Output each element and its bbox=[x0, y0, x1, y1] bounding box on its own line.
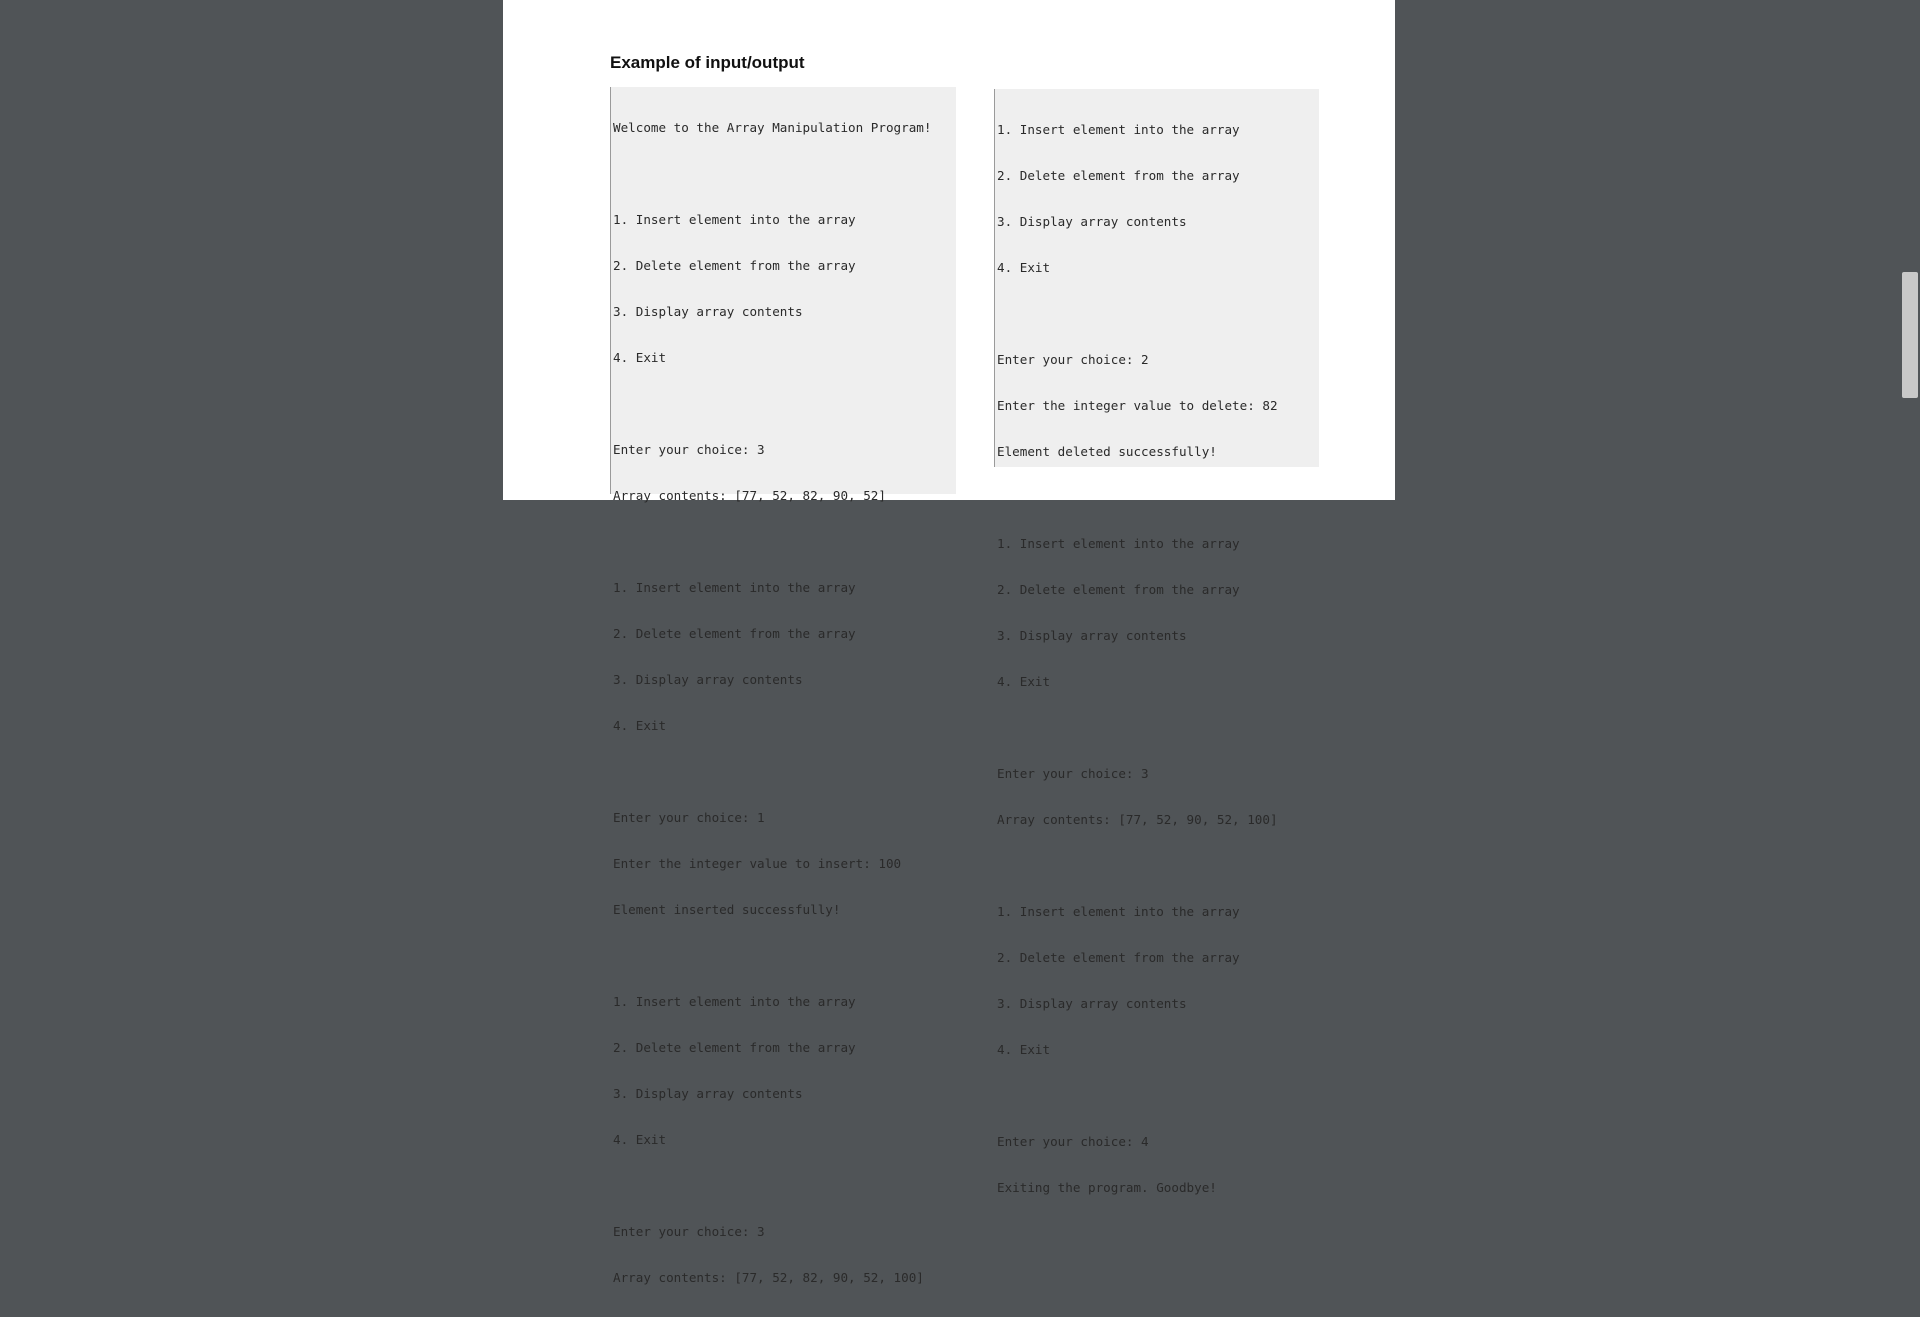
console-line bbox=[997, 306, 1319, 321]
console-line bbox=[613, 534, 956, 549]
console-line: 1. Insert element into the array bbox=[613, 580, 856, 595]
console-line: 3. Display array contents bbox=[997, 996, 1187, 1012]
console-line: 4. Exit bbox=[997, 259, 1051, 275]
console-line bbox=[997, 720, 1319, 735]
document-page bbox=[503, 0, 1395, 1286]
console-line: 4. Exit bbox=[613, 718, 667, 734]
section-heading: Example of input/output bbox=[610, 53, 805, 72]
console-line: Array contents: [77, 52, 90, 52, 100] bbox=[997, 812, 1278, 828]
console-line: 3. Display array contents bbox=[613, 1086, 803, 1102]
console-line: Enter your choice: 1 bbox=[613, 810, 765, 826]
console-line bbox=[613, 396, 956, 411]
console-line: 1. Insert element into the array bbox=[997, 121, 1240, 137]
console-line: 2. Delete element from the array bbox=[613, 1040, 856, 1056]
console-line: 1. Insert element into the array bbox=[613, 994, 856, 1010]
vertical-scrollbar[interactable] bbox=[1900, 0, 1920, 500]
console-line: 2. Delete element from the array bbox=[613, 626, 856, 642]
console-line: Enter your choice: 4 bbox=[997, 1134, 1149, 1150]
console-line: Welcome to the Array Manipulation Program! bbox=[613, 119, 932, 135]
console-line: Element deleted successfully! bbox=[997, 443, 1217, 459]
console-line: 2. Delete element from the array bbox=[613, 257, 856, 273]
console-line: 2. Delete element from the array bbox=[997, 950, 1240, 966]
console-line: Array contents: [77, 52, 82, 90, 52] bbox=[613, 487, 886, 503]
console-line: Enter the integer value to delete: 82 bbox=[997, 397, 1278, 413]
console-line: 1. Insert element into the array bbox=[997, 535, 1240, 551]
console-line: 3. Display array contents bbox=[997, 628, 1187, 644]
console-line: 2. Delete element from the array bbox=[997, 582, 1240, 597]
console-line bbox=[613, 764, 956, 779]
console-line: Exiting the program. Goodbye! bbox=[997, 1180, 1217, 1196]
console-line: 4. Exit bbox=[613, 1132, 667, 1148]
console-line: Enter your choice: 2 bbox=[997, 351, 1149, 367]
console-line: Enter the integer value to insert: 100 bbox=[613, 856, 902, 872]
console-line bbox=[997, 1088, 1319, 1103]
console-line: 2. Delete element from the array bbox=[997, 167, 1240, 183]
console-line: 4. Exit bbox=[997, 1042, 1051, 1058]
console-line: Element inserted successfully! bbox=[613, 902, 841, 918]
console-line: Enter your choice: 3 bbox=[613, 1224, 765, 1240]
console-line: 3. Display array contents bbox=[613, 303, 803, 319]
console-line: 3. Display array contents bbox=[613, 672, 803, 688]
console-line bbox=[997, 490, 1319, 505]
scrollbar-thumb[interactable] bbox=[1902, 272, 1918, 398]
console-line: Enter your choice: 3 bbox=[613, 441, 765, 457]
console-line bbox=[613, 1178, 956, 1193]
console-line bbox=[613, 166, 956, 181]
console-line: 3. Display array contents bbox=[997, 213, 1187, 229]
console-line bbox=[613, 948, 956, 963]
console-line: Enter your choice: 3 bbox=[997, 766, 1149, 782]
console-output-left bbox=[610, 87, 956, 1286]
console-line: 1. Insert element into the array bbox=[613, 211, 856, 227]
console-output-right bbox=[994, 89, 1319, 1196]
console-line: 4. Exit bbox=[613, 349, 667, 365]
console-line: Array contents: [77, 52, 82, 90, 52, 100] bbox=[613, 1270, 924, 1286]
console-line: 1. Insert element into the array bbox=[997, 904, 1240, 920]
console-line: 4. Exit bbox=[997, 674, 1051, 690]
console-line bbox=[997, 858, 1319, 873]
